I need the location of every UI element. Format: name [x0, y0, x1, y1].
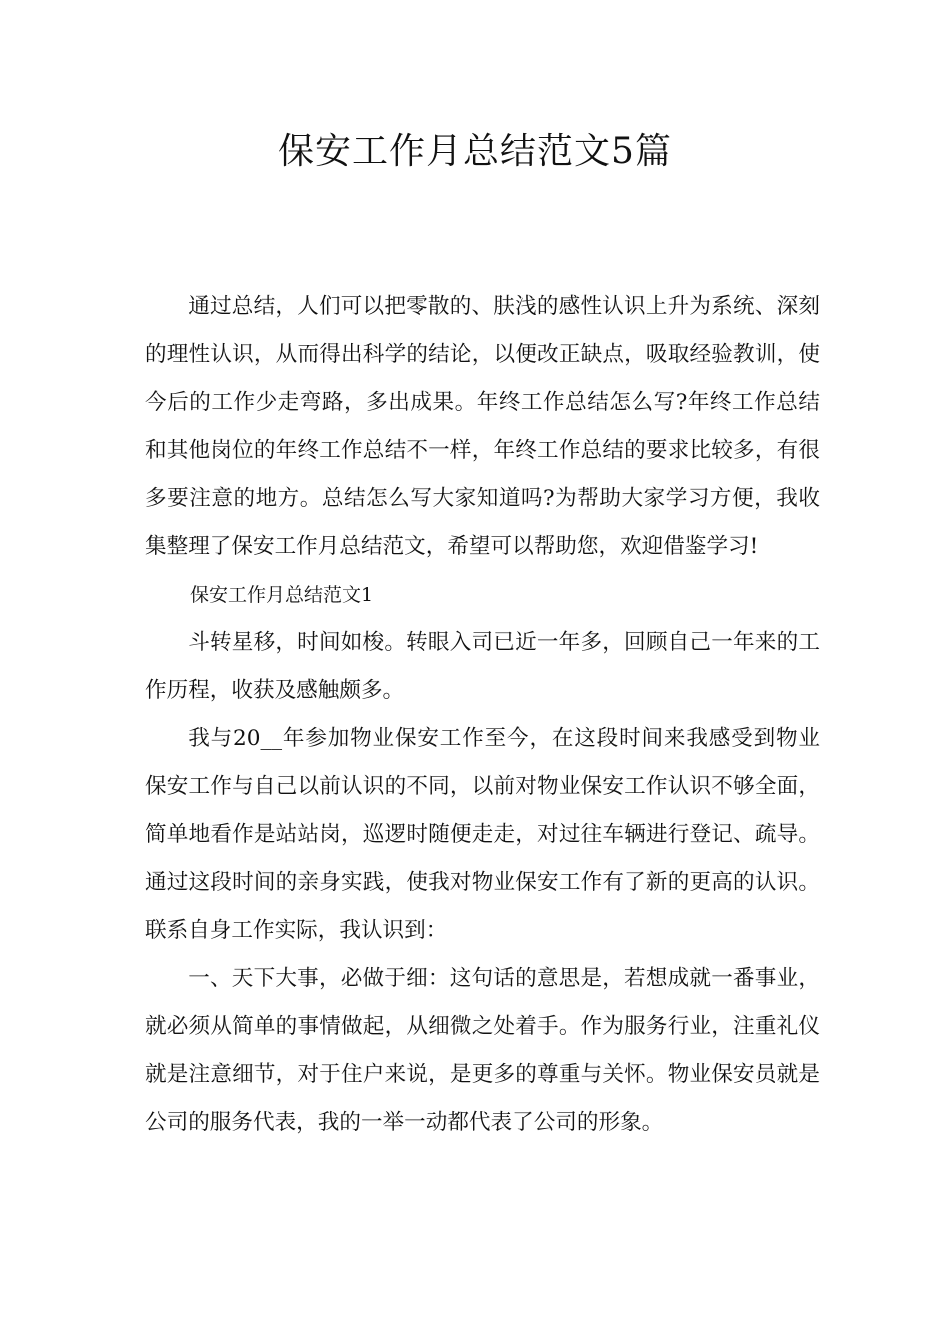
body-paragraph-2: 我与20__年参加物业保安工作至今，在这段时间来我感受到物业保安工作与自己以前认识的不同，以前对物业保安工作认识不够全面，简单地看作是站站岗，巡逻时随便走走，对过往车辆进行登记、疏导。通过这段时间的亲身实践，使我对物业保安工作有了新的更高的认识。联系自身工作实际，我认识到： — [145, 726, 820, 943]
intro-paragraph: 通过总结，人们可以把零散的、肤浅的感性认识上升为系统、深刻的理性认识，从而得出科学的结论，以便改正缺点，吸取经验教训，使今后的工作少走弯路，多出成果。年终工作总结怎么写?年终工作总结和其他岗位的年终工作总结不一样，年终工作总结的要求比较多，有很多要注意的地方。总结怎么写大家知道吗?为帮助大家学习方便，我收集整理了保安工作月总结范文，希望可以帮助您，欢迎借鉴学习! — [145, 294, 820, 559]
document-body — [145, 283, 820, 1147]
document-title: 保安工作月总结范文5篇 — [278, 131, 672, 172]
body-paragraph-3: 一、天下大事，必做于细：这句话的意思是，若想成就一番事业，就必须从简单的事情做起，从细微之处着手。作为服务行业，注重礼仪就是注意细节，对于住户来说，是更多的尊重与关怀。物业保安员就是公司的服务代表，我的一举一动都代表了公司的形象。 — [145, 966, 820, 1135]
section-heading-1: 保安工作月总结范文1 — [190, 584, 374, 606]
body-paragraph-1: 斗转星移，时间如梭。转眼入司已近一年多，回顾自己一年来的工作历程，收获及感触颇多。 — [145, 630, 820, 703]
